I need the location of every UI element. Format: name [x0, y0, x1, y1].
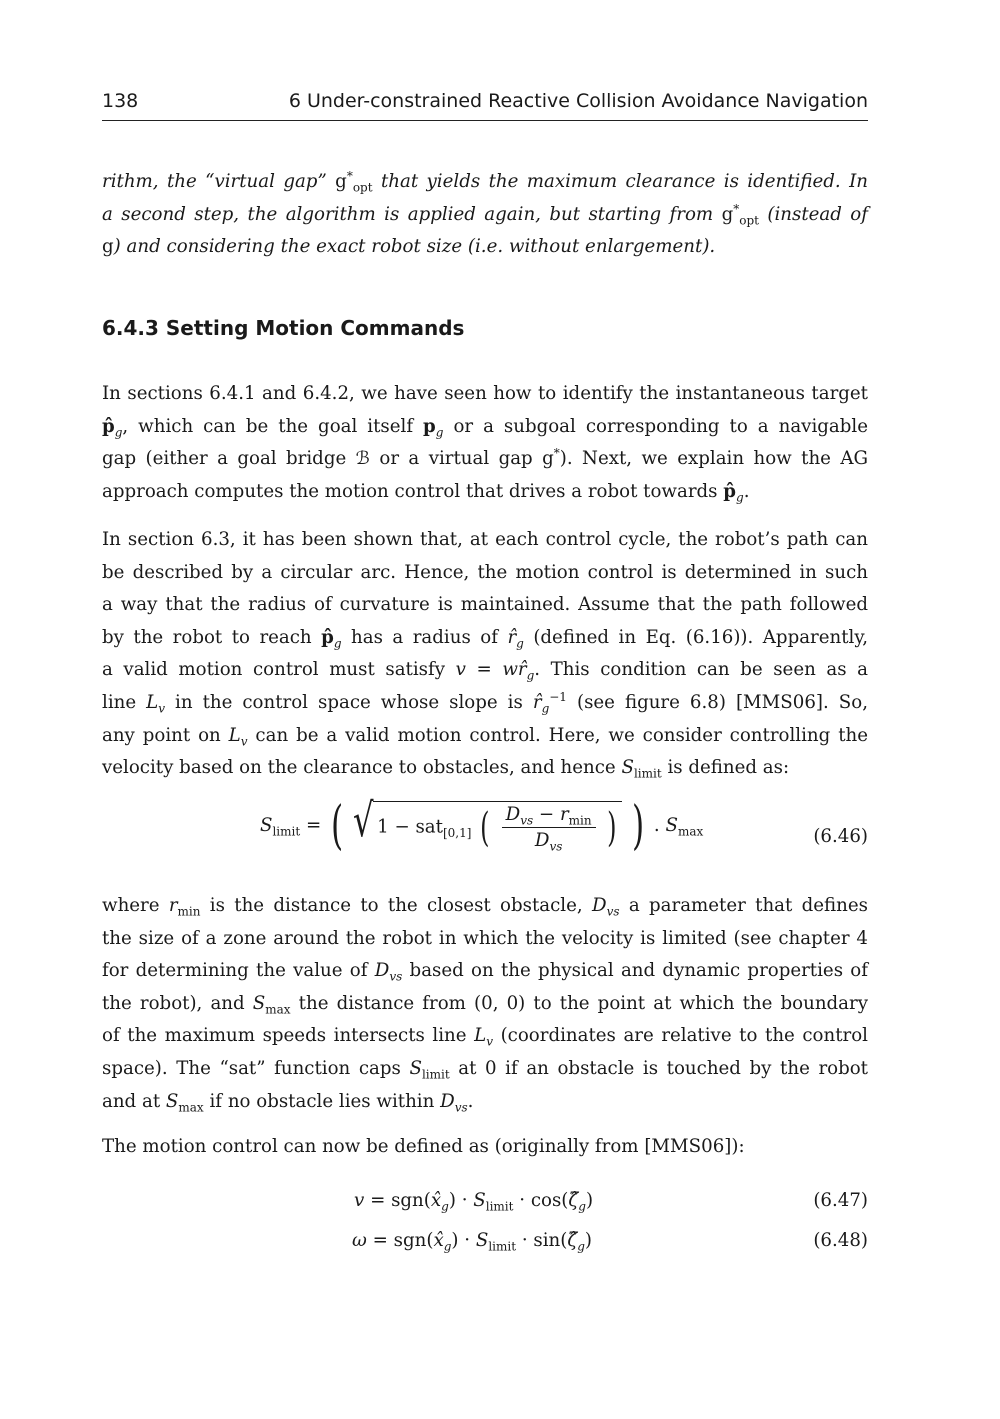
text-span: gap (either a goal bridge	[102, 448, 356, 470]
text-span: . This condition can be seen as a	[534, 659, 868, 681]
superscript: −1	[549, 689, 567, 704]
text-line	[102, 720, 868, 753]
subscript: max	[178, 1100, 204, 1115]
symbol-g: g	[721, 203, 734, 225]
subscript: vs	[549, 839, 563, 854]
subscript: g	[435, 425, 444, 440]
square-root	[353, 793, 622, 854]
math-symbol: S	[475, 1230, 489, 1251]
text-span: )	[585, 1190, 594, 1211]
left-paren: (	[331, 796, 344, 856]
text-span: a parameter that defines	[619, 895, 868, 916]
subscript: opt	[352, 180, 373, 195]
page-number: 138	[102, 90, 139, 112]
text-line	[102, 231, 868, 264]
subscript: vs	[389, 969, 403, 984]
equation-body	[352, 1230, 592, 1254]
text-line	[102, 1086, 868, 1119]
superscript: *	[346, 168, 353, 183]
equation-number: (6.48)	[813, 1230, 868, 1251]
text-span: or a virtual gap g	[369, 448, 554, 470]
subscript: min	[568, 813, 592, 828]
text-span: (coordinates are relative to the control	[492, 1025, 868, 1047]
math-symbol: D	[440, 1090, 455, 1112]
text-span: .	[467, 1090, 474, 1112]
subscript: opt	[739, 213, 759, 228]
equation-6-48	[102, 1230, 868, 1262]
math-symbol: L	[474, 1025, 487, 1047]
text-span: based on the physical and dynamic properties of	[402, 960, 868, 982]
text-line	[102, 199, 868, 232]
chapter-title: 6 Under-constrained Reactive Collision Avoidance Navigation	[288, 90, 868, 112]
text-span: = sgn(	[364, 1190, 431, 1211]
subscript: g	[516, 636, 524, 651]
fraction	[502, 804, 596, 854]
denominator	[502, 828, 596, 854]
subscript: limit	[488, 1239, 517, 1254]
math-symbol: D	[534, 830, 550, 851]
equation-6-46	[102, 793, 868, 876]
math-symbol: D	[505, 804, 521, 825]
math-symbol: ℬ	[355, 448, 370, 470]
text-span: 1 − sat	[377, 816, 443, 838]
text-line	[102, 955, 868, 988]
math-symbol: S	[621, 757, 634, 779]
math-symbol: S	[252, 992, 266, 1014]
text-span: · sin(	[516, 1230, 568, 1251]
text-span: ). Next, we explain how the AG	[559, 448, 869, 470]
text-span: approach computes the motion control that drives a robot towards	[102, 480, 724, 502]
subscript: limit	[633, 766, 662, 781]
subscript: max	[677, 824, 704, 839]
symbol-g: g	[335, 171, 347, 192]
subscript: g	[578, 1199, 586, 1214]
subscript: [0,1]	[442, 826, 472, 841]
text-span: a valid motion control must satisfy	[102, 659, 456, 681]
subscript: v	[486, 1035, 493, 1050]
text-span: if no obstacle lies within	[203, 1090, 441, 1112]
text-line	[102, 890, 868, 923]
math-symbol: r̂	[532, 691, 542, 713]
text-span: ) ·	[448, 1190, 474, 1211]
text-span: of the maximum speeds intersects line	[102, 1025, 475, 1047]
text-line: In sections 6.4.1 and 6.4.2, we have seen how to identify the instantaneous target	[102, 383, 868, 404]
superscript: *	[733, 201, 740, 216]
text-span: is defined as:	[661, 757, 790, 779]
math-symbol: S	[473, 1190, 486, 1211]
symbol-g: g	[102, 236, 114, 258]
text-line: In section 6.3, it has been shown that, at each control cycle, the robot’s path can	[102, 529, 868, 550]
math-symbol: ζ̂	[567, 1230, 578, 1251]
text-span: any point on	[102, 724, 229, 746]
subscript: g	[541, 701, 550, 716]
text-span: or a subgoal corresponding to a navigable	[443, 415, 868, 437]
text-line	[102, 687, 868, 720]
math-symbol: L	[228, 724, 241, 746]
equation-6-47	[102, 1190, 868, 1222]
math-symbol: L	[146, 691, 159, 713]
text-span: · cos(	[513, 1190, 569, 1211]
paragraph-circular-arc	[102, 524, 868, 785]
text-span: for determining the value of	[102, 960, 375, 982]
math-expression: v = wr̂	[455, 659, 527, 681]
math-symbol: ω	[352, 1230, 367, 1251]
radical-sign: √	[353, 793, 374, 847]
subscript: limit	[421, 1067, 450, 1082]
text-line	[102, 752, 868, 785]
math-symbol: v	[354, 1190, 365, 1211]
text-span: the distance from (0, 0) to the point at which the boundary	[290, 992, 868, 1014]
equation-number: (6.47)	[813, 1190, 868, 1211]
math-symbol: p	[423, 415, 436, 437]
subscript: vs	[520, 813, 534, 828]
text-span: that yields the maximum clearance is identified. In	[372, 171, 868, 192]
math-symbol: p̂	[102, 415, 115, 437]
text-line	[102, 411, 868, 444]
equation-body	[260, 793, 704, 856]
intro-paragraph	[102, 166, 868, 264]
subscript: g	[114, 425, 123, 440]
text-line	[102, 443, 868, 476]
text-span: line	[102, 691, 147, 713]
equation-body	[354, 1190, 594, 1214]
math-symbol: p̂	[321, 626, 334, 648]
math-symbol: ζ̂	[568, 1190, 579, 1211]
text-span: a second step, the algorithm is applied again, but starting from	[102, 203, 722, 225]
text-span: the robot), and	[102, 992, 253, 1014]
math-symbol: x̂	[433, 1230, 444, 1251]
inner-left-paren: (	[480, 804, 490, 851]
text-line: a way that the radius of curvature is maintained. Assume that the path followed	[102, 594, 868, 616]
right-paren: )	[631, 796, 645, 856]
text-span: (see figure 6.8) [MMS06]. So,	[566, 691, 868, 713]
minus-sign: −	[533, 804, 560, 825]
math-symbol: x̂	[430, 1190, 442, 1211]
section-heading: 6.4.3 Setting Motion Commands	[102, 316, 465, 340]
text-line: the size of a zone around the robot in which the velocity is limited (see chapter 4	[102, 927, 868, 949]
text-span: ) ·	[451, 1230, 476, 1251]
superscript: *	[553, 446, 560, 461]
text-line	[102, 654, 868, 687]
text-span: can be a valid motion control. Here, we consider controlling the	[247, 724, 868, 746]
equation-number: (6.46)	[813, 826, 868, 847]
text-span: rithm, the “virtual gap”	[102, 171, 336, 192]
subscript: g	[441, 1199, 449, 1214]
text-span: velocity based on the clearance to obstacles, and hence	[102, 757, 622, 779]
math-symbol: S	[409, 1057, 422, 1079]
subscript: g	[443, 1239, 452, 1254]
text-span: in the control space whose slope is	[165, 691, 533, 713]
math-symbol: S	[665, 815, 678, 836]
subscript: v	[240, 734, 248, 749]
running-header	[102, 86, 868, 121]
text-span: (instead of	[758, 203, 868, 225]
text-line	[102, 622, 868, 655]
subscript: limit	[272, 824, 301, 839]
math-symbol: r	[168, 895, 178, 916]
text-line	[102, 166, 868, 199]
math-symbol: D	[374, 960, 390, 982]
math-symbol: S	[260, 815, 273, 836]
text-span: )	[584, 1230, 592, 1251]
radicand	[373, 801, 622, 854]
subscript: v	[158, 701, 165, 716]
math-symbol: r	[559, 804, 569, 825]
math-symbol: r̂	[507, 626, 517, 648]
subscript: vs	[454, 1100, 468, 1115]
math-symbol: S	[165, 1090, 179, 1112]
subscript: g	[526, 669, 535, 684]
subscript: min	[177, 904, 201, 919]
subscript: g	[577, 1239, 585, 1254]
text-span: ) and considering the exact robot size (i.e. without enlargement).	[113, 236, 716, 258]
inner-right-paren: )	[607, 804, 617, 851]
text-line	[102, 476, 868, 509]
text-span: space). The “sat” function caps	[102, 1057, 410, 1079]
numerator	[502, 804, 596, 828]
math-symbol: p̂	[723, 480, 737, 502]
text-line: be described by a circular arc. Hence, the motion control is determined in such	[102, 561, 868, 583]
text-span: is the distance to the closest obstacle,	[200, 895, 592, 916]
equals-sign: =	[300, 815, 327, 836]
math-symbol: D	[592, 895, 607, 916]
text-span: has a radius of	[341, 626, 508, 648]
dot-operator: .	[653, 815, 666, 836]
subscript: limit	[485, 1199, 514, 1214]
text-span: = sgn(	[366, 1230, 434, 1251]
text-line	[102, 1053, 868, 1086]
text-span: by the robot to reach	[102, 626, 322, 648]
text-span: .	[743, 480, 750, 502]
text-span: at 0 if an obstacle is touched by the robot	[449, 1057, 868, 1079]
text-span: and at	[102, 1090, 166, 1112]
text-span: , which can be the goal itself	[122, 415, 424, 437]
subscript: vs	[606, 904, 620, 919]
text-span: (defined in Eq. (6.16)). Apparently,	[523, 626, 868, 648]
text-line: The motion control can now be defined as (originally from [MMS06]):	[102, 1136, 745, 1157]
subscript: g	[736, 490, 744, 505]
subscript: g	[333, 636, 342, 651]
text-span: where	[102, 895, 169, 916]
text-line	[102, 1020, 868, 1053]
paragraph-motion-control	[102, 1131, 868, 1164]
paragraph-targets	[102, 378, 868, 508]
text-line	[102, 988, 868, 1021]
subscript: max	[265, 1002, 291, 1017]
paragraph-definitions	[102, 890, 868, 1118]
